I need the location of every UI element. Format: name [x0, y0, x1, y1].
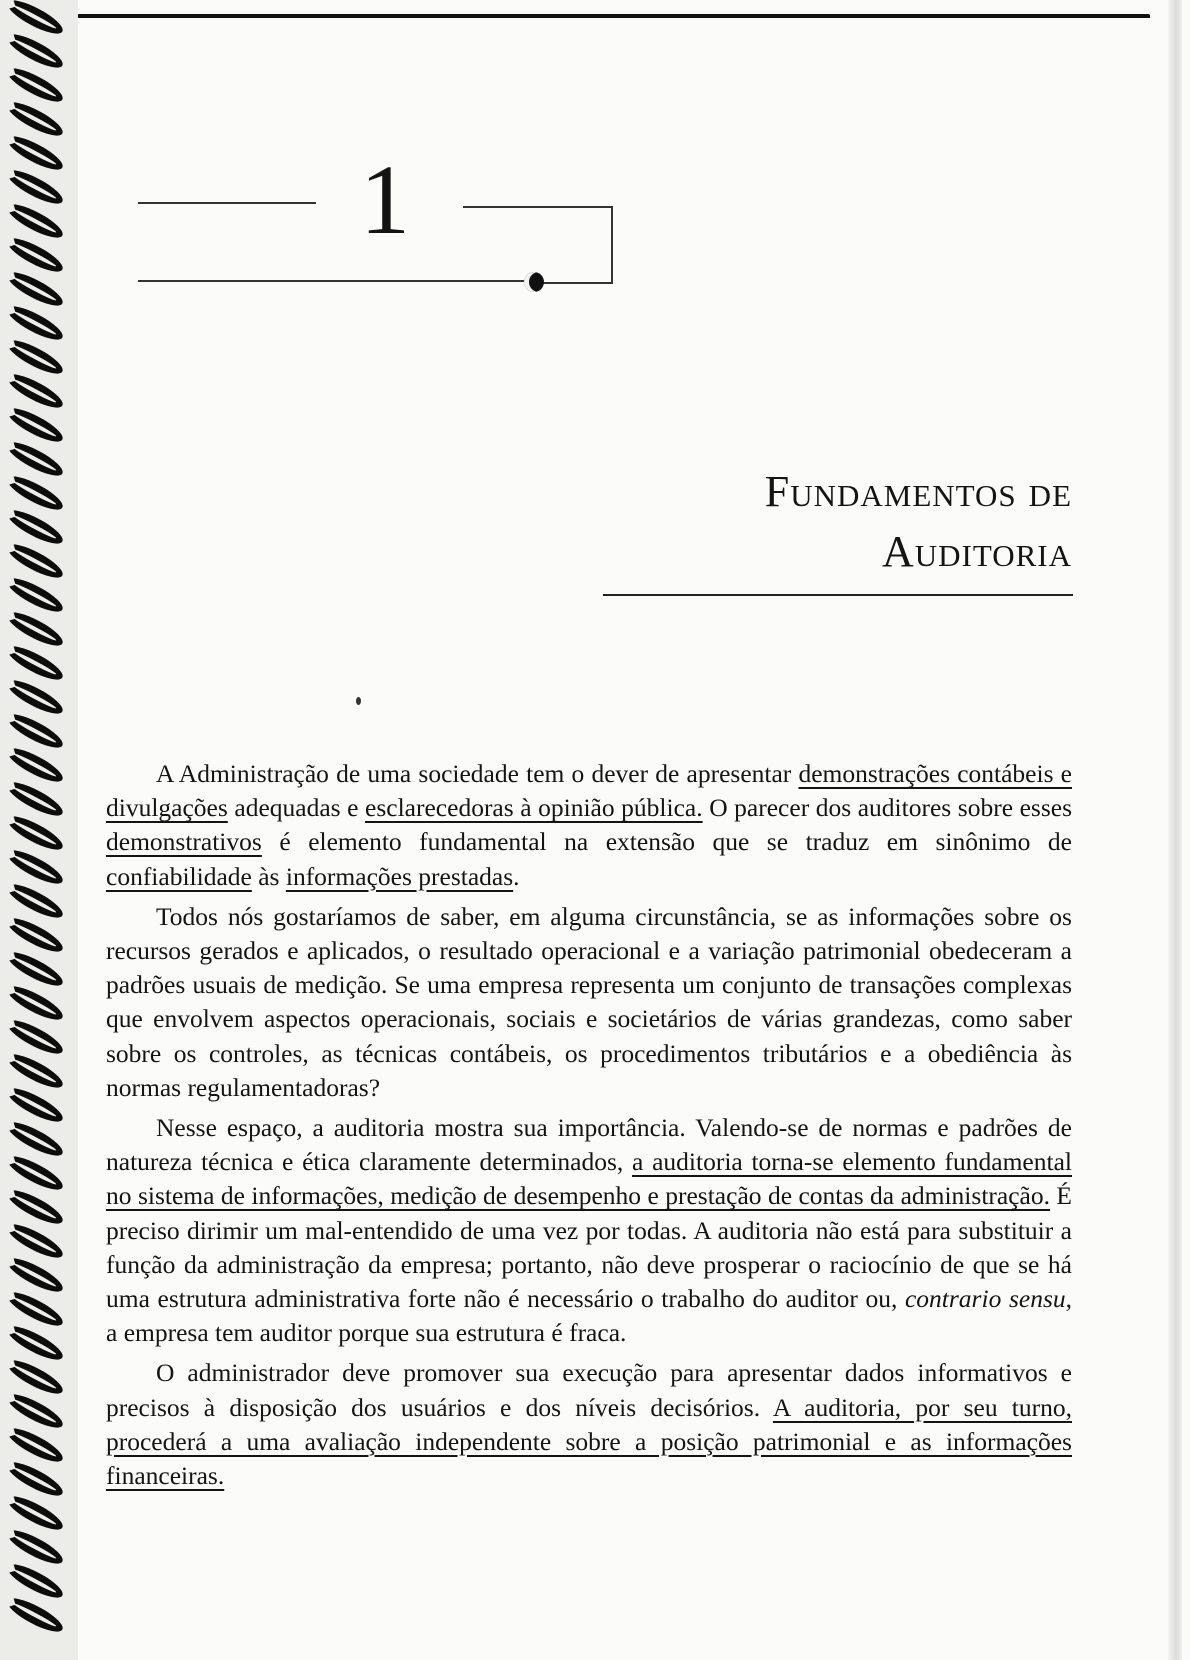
spiral-coil — [3, 334, 66, 379]
spiral-coil — [3, 1218, 66, 1263]
spiral-coil — [3, 470, 66, 515]
paragraph-1-text: . — [513, 861, 520, 891]
spiral-coil — [3, 708, 66, 753]
spiral-coil — [3, 130, 66, 175]
chapter-rule-top-right — [463, 206, 613, 208]
paragraph-1-underlined: confiabilidade — [106, 861, 252, 891]
spiral-coil — [3, 436, 66, 481]
chapter-title-line-2: Auditoria — [881, 527, 1072, 576]
paragraph-1-underlined: demonstrativos — [106, 827, 262, 857]
body-text — [106, 757, 1072, 1499]
paragraph-3-underlined: a auditoria torna-se elemento fundamental no sistema de informações, medição de desempenho e prestação de contas da administração. — [106, 1147, 1072, 1211]
paragraph-1-text: é elemento fundamental na extensão que se traduz em sinônimo de — [261, 827, 1072, 857]
spiral-coil — [3, 300, 66, 345]
spiral-coil — [3, 504, 66, 549]
paragraph-3-text: Nesse espaço, a auditoria mostra sua importância. Valendo-se de normas e padrões de natureza técnica e ética claramente determinados, — [106, 1113, 1072, 1177]
page-right-edge — [1168, 0, 1182, 1660]
spiral-coil — [3, 572, 66, 617]
spiral-coil — [3, 844, 66, 889]
paragraph-1-underlined: esclarecedoras à opinião pública. — [365, 793, 703, 823]
spiral-coil — [3, 538, 66, 583]
chapter-title-line-1: Fundamentos de — [764, 467, 1072, 516]
paragraph-1-underlined: informações prestadas — [285, 861, 514, 891]
spiral-coil — [3, 368, 66, 413]
spiral-coil — [3, 1388, 66, 1433]
paragraph-4-underlined: A auditoria, por seu turno, procederá a uma avaliação independente sobre a posição patrimonial e as informações financeiras. — [106, 1392, 1072, 1491]
spiral-coil — [3, 640, 66, 685]
ink-speck — [356, 697, 361, 705]
paragraph-1-underlined: demonstrações contábeis e divulgações — [106, 759, 1072, 823]
paragraph-1-text: adequadas e — [227, 793, 366, 823]
spiral-coil — [3, 742, 66, 787]
paragraph-2: Todos nós gostaríamos de saber, em alguma circunstância, se as informações sobre os recursos gerados e aplicados, o resultado operacional e a variação patrimonial obedeceram a padrões usuais de medição. Se uma empresa representa um conjunto de transações complexas que envolvem aspectos operacionais, sociais e societários de várias grandezas, como saber sobre os controles, as técnicas contábeis, os procedimentos tributários e a obediência às normas regulamentadoras? — [106, 901, 1072, 1102]
spiral-coil — [3, 776, 66, 821]
spiral-coil — [3, 674, 66, 719]
paragraph-3-italic: contrario sensu — [904, 1284, 1066, 1314]
spiral-coil — [3, 28, 66, 73]
page-top-edge — [60, 14, 1150, 24]
spiral-coil — [3, 878, 66, 923]
chapter-rule-top-left — [138, 202, 316, 204]
chapter-rule-bottom-left — [138, 280, 530, 282]
spiral-coil — [3, 912, 66, 957]
paragraph-3-text: , a empresa tem auditor porque sua estrutura é fraca. — [106, 1284, 1072, 1348]
spiral-coil — [3, 1422, 66, 1467]
spiral-coil — [3, 1558, 66, 1603]
chapter-rule-bottom-right — [540, 282, 613, 284]
spiral-coil — [3, 1150, 66, 1195]
spiral-coil — [3, 232, 66, 277]
spiral-coil — [3, 1048, 66, 1093]
spiral-coil — [3, 1524, 66, 1569]
spiral-coil — [3, 164, 66, 209]
spiral-coil — [3, 1014, 66, 1059]
spiral-coil — [3, 1082, 66, 1127]
spiral-coil — [3, 96, 66, 141]
paragraph-1-text: A Administração de uma sociedade tem o dever de apresentar — [156, 759, 799, 788]
spiral-coil — [3, 810, 66, 855]
spiral-coil — [3, 1286, 66, 1331]
chapter-number: 1 — [360, 144, 410, 255]
paragraph-3-text: É preciso dirimir um mal-entendido de uma vez por todas. A auditoria não está para substituir a função da administração da empresa; portanto, não deve prosperar o raciocínio de que se há uma estrutura administrativa forte não é necessário o trabalho do auditor ou, — [106, 1181, 1073, 1314]
spiral-coil — [3, 946, 66, 991]
paragraph-1 — [106, 757, 1072, 894]
spiral-binding — [0, 0, 78, 1660]
spiral-coil — [3, 266, 66, 311]
paragraph-1-text: às — [251, 861, 286, 891]
spiral-coil — [3, 1592, 66, 1637]
paragraph-3 — [106, 1111, 1072, 1350]
title-rule — [603, 594, 1073, 596]
spiral-coil — [3, 1252, 66, 1297]
chapter-bullet-dot — [524, 272, 544, 292]
spiral-coil — [3, 1456, 66, 1501]
paragraph-4 — [106, 1356, 1072, 1493]
spiral-coil — [3, 980, 66, 1025]
spiral-coil — [3, 1490, 66, 1535]
spiral-coil — [3, 1320, 66, 1365]
spiral-coil — [3, 606, 66, 651]
spiral-coil — [3, 1354, 66, 1399]
chapter-rule-vertical — [611, 206, 613, 284]
spiral-coil — [3, 1184, 66, 1229]
spiral-coil — [3, 198, 66, 243]
spiral-coil — [3, 402, 66, 447]
spiral-coil — [3, 1116, 66, 1161]
chapter-title — [765, 462, 1072, 582]
paragraph-4-text: O administrador deve promover sua execução para apresentar dados informativos e precisos à disposição dos usuários e dos níveis decisórios. — [106, 1358, 1072, 1422]
spiral-coil — [3, 62, 66, 107]
paragraph-1-text: O parecer dos auditores sobre esses — [702, 793, 1072, 823]
